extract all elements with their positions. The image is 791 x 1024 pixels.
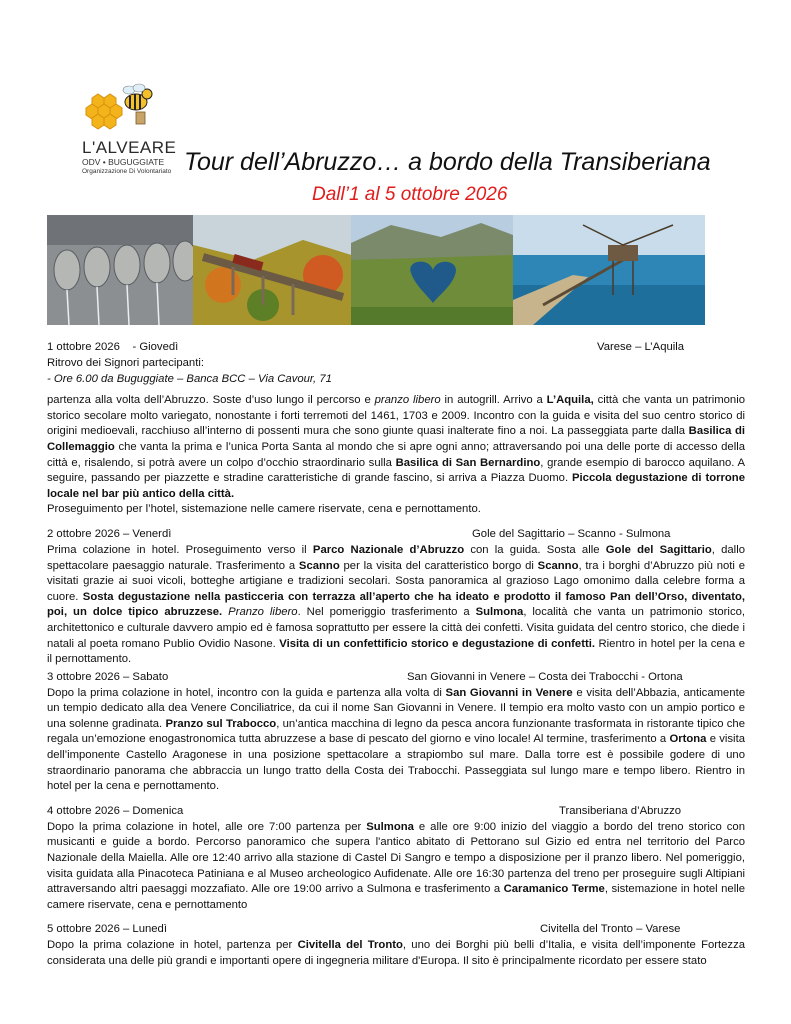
day-3-header: [47, 670, 745, 686]
day-4-header: [47, 804, 745, 820]
day-route: Transiberiana d’Abruzzo: [559, 804, 682, 817]
organization-logo: [62, 80, 192, 180]
day-route: Varese – L’Aquila: [597, 341, 685, 353]
beehive-bee-icon: [74, 80, 164, 140]
day-2-paragraph: Prima colazione in hotel. Proseguimento verso il Parco Nazionale d’Abruzzo con la guida. Sosta alle Gole del Sagittario, dallo spettacolare paesaggio naturale. Trasferimento a Scanno per la visita del caratteristico borgo di Scanno, tra i borghi d’Abruzzo più noti e visitati grazie ai suoi vicoli, botteghe artigiane e tradizioni secolari. Sosta panoramica al grazioso Lago omonimo dalla celebre forma a cuore. Sosta degustazione nella pasticceria con terrazza all’aperto che ha ideato e prodotto il famoso Pan dell’Orso, diventato, poi, un dolce tipico abruzzese. Pranzo libero. Nel pomeriggio trasferimento a Sulmona, località che vanta un patrimonio storico, architettonico e culturale davvero ampio ed è famosa soprattutto per essere la città dei confetti. Visita guidata del centro storico, che diede i natali al poeta romano Publio Ovidio Nasone. Visita di un confettificio storico e degustazione di confetti. Rientro in hotel per la cena e il pernottamento.: [47, 543, 746, 666]
day-date: 1 ottobre 2026 - Giovedì: [47, 341, 179, 353]
logo-tagline: Organizzazione Di Volontariato: [82, 168, 172, 175]
day-4-paragraph: Dopo la prima colazione in hotel, alle ore 7:00 partenza per Sulmona e alle ore 9:00 inizio del viaggio a bordo del treno storico con musicanti e guide a bordo. Percorso panoramico che supera l'antico abitato di Pettorano sul Gizio ed entra nel territorio del Parco Nazionale della Maiella. Alle ore 12:40 arrivo alla stazione di Castel Di Sangro e tempo a disposizione per il pranzo libero. Nel pomeriggio, visita guidata alla Pinacoteca Patiniana e al Museo archeologico Aufidenate. Alle ore 16:30 partenza del treno per proseguire sugli Altipiani attraversando altri paesaggi mozzafiato. Alle ore 19:00 arrivo a Sulmona e trasferimento a Caramanico Terme, sistemazione in hotel nelle camere riservate, cena e pernottamento: [47, 820, 746, 911]
day-3-paragraph: Dopo la prima colazione in hotel, incontro con la guida e partenza alla volta di San Giovanni in Venere e visita dell’Abbazia, anticamente un tempio dedicato alla dea Venere Conciliatrice, da cui il nome San Giovanni in Venere. Il tempio era molto vasto con un ampio portico e una solenne gradinata. Pranzo sul Trabocco, un’antica macchina di legno da pesca ancora funzionante trasformata in ristorante tipico che regala un’emozione enogastronomica tutta abruzzese a base di pescato del giorno e vino locale! Al termine, trasferimento a Ortona e visita dell’imponente Castello Aragonese in una posizione spettacolare a strapiombo sul mare. Dalla torre est è possibile godere di uno straordinario panorama che abbraccia un lungo tratto della Costa dei Trabocchi. Passeggiata sul lungo mare e tempo libero. Rientro in hotel per la cena e pernottamento.: [47, 686, 745, 793]
page-title: Tour dell’Abruzzo… a bordo della Transiberiana: [184, 148, 711, 176]
day-date: 3 ottobre 2026 – Sabato: [47, 670, 169, 683]
day-date: 2 ottobre 2026 – Venerdì: [47, 527, 172, 540]
day-date: 5 ottobre 2026 – Lunedì: [47, 923, 167, 936]
day-5-header: [47, 922, 745, 938]
logo-name: L'ALVEARE: [82, 138, 177, 157]
day-2-header: [47, 527, 745, 543]
logo-subtitle: ODV • BUGUGGIATE: [82, 157, 165, 167]
page-subtitle: Dall’1 al 5 ottobre 2026: [312, 184, 508, 205]
day-1-closing: Proseguimento per l’hotel, sistemazione nelle camere riservate, cena e pernottamento.: [47, 503, 481, 516]
day-1-paragraph: partenza alla volta dell’Abruzzo. Soste d’uso lungo il percorso e pranzo libero in autogrill. Arrivo a L’Aquila, città che vanta un patrimonio storico secolare molto variegato, nonostante i forti terremoti del 1461, 1703 e 2009. Incontro con la guida e visita del suo centro storico di origini medioevali, racchiuso all’interno di possenti mura che sono giunte quasi inalterate fino a noi. La passeggiata parte dalla Basilica di Collemaggio che vanta la prima e l’unica Porta Santa al mondo che si apre ogni anno; attraversando poi una delle porte di accesso della città e, risalendo, si potrà avere un colpo d’occhio straordinario sulla Basilica di San Bernardino, grande esempio di barocco aquilano. A seguire, passando per piazzette e stradine caratteristiche di grande fascino, si arriva a Piazza Duomo. Piccola degustazione di torrone locale nel bar più antico della città.: [47, 394, 745, 500]
meeting-point: - Ore 6.00 da Buguggiate – Banca BCC – Via Cavour, 71: [47, 372, 332, 385]
photo-train-viaduct: [193, 215, 351, 325]
photo-heart-lake: [351, 215, 513, 325]
day-5-paragraph: Dopo la prima colazione in hotel, partenza per Civitella del Tronto, uno dei Borghi più belli d’Italia, e visita dell’imponente Fortezza considerata una delle più grandi e importanti opere di ingegneria militare d'Europa. Il sito è principalmente ricordato per essere stato: [47, 939, 746, 967]
photo-trabocco: [513, 215, 705, 325]
itinerary: [47, 340, 745, 970]
day-route: Civitella del Tronto – Varese: [540, 923, 681, 936]
photo-stone-fountain: [47, 215, 193, 325]
day-1-header: [47, 340, 745, 356]
day-route: Gole del Sagittario – Scanno - Sulmona: [472, 527, 671, 540]
photo-strip: [47, 215, 705, 325]
meeting-label: Ritrovo dei Signori partecipanti:: [47, 357, 204, 369]
day-date: 4 ottobre 2026 – Domenica: [47, 804, 184, 817]
day-route: San Giovanni in Venere – Costa dei Trabocchi - Ortona: [407, 670, 683, 683]
